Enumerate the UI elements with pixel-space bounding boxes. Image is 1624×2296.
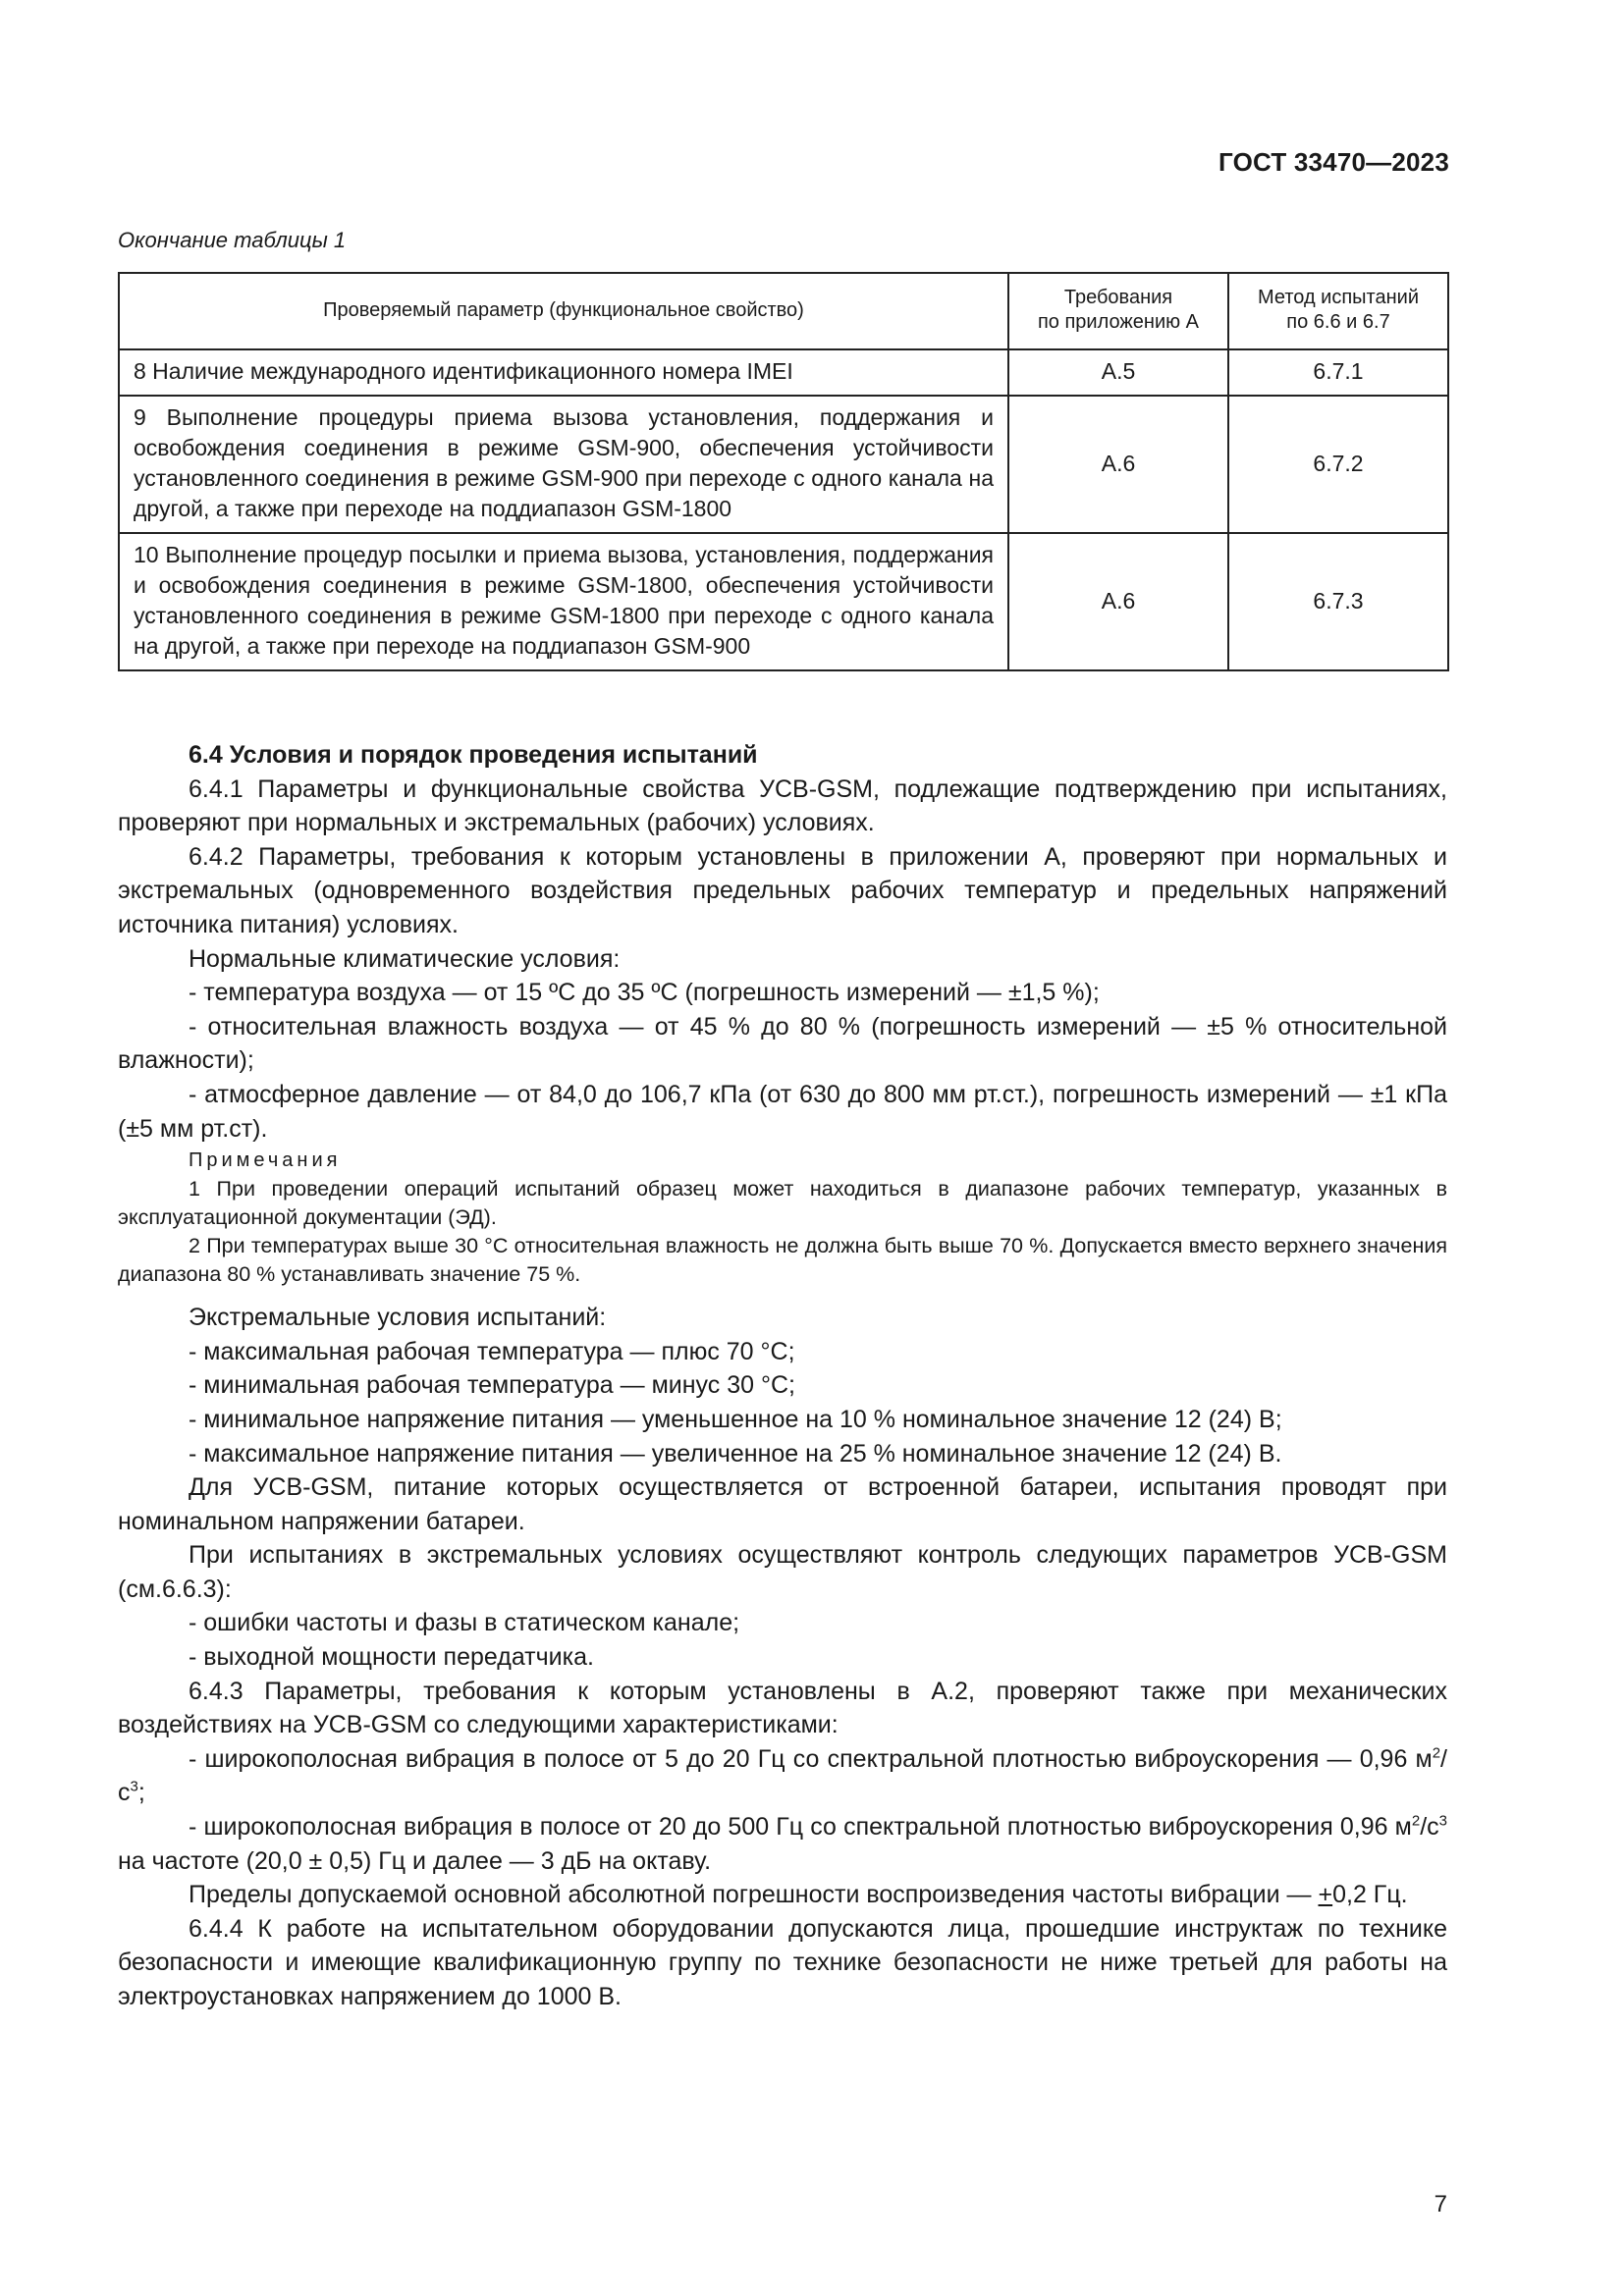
row-requirement: А.6 — [1008, 396, 1228, 533]
page-number: 7 — [1434, 2191, 1447, 2217]
notes-title: Примечания — [189, 1149, 342, 1172]
document-code-header: ГОСТ 33470—2023 — [1218, 147, 1449, 177]
table-caption: Окончание таблицы 1 — [118, 228, 347, 252]
paragraph-6-4-1: 6.4.1 Параметры и функциональные свойства УСВ-GSM, подлежащие подтверждению при испытаниях, проверяют при нормальных и экстремальных (рабочих) условиях. — [118, 774, 1447, 837]
list-item: - ошибки частоты и фазы в статическом канале; — [189, 1609, 740, 1637]
table-row — [119, 396, 1448, 533]
parameters-table — [118, 272, 1449, 671]
vibration-item-2: - широкополосная вибрация в полосе от 20 до 500 Гц со спектральной плотностью виброускорения 0,96 $м^2/с^3$ на частоте (20,0 ± 0,5) Гц и далее — 3 дБ на октаву. — [118, 1812, 1447, 1875]
list-item: - относительная влажность воздуха — от 45 % до 80 % (погрешность измерений — ±5 % относительной влажности); — [118, 1012, 1447, 1075]
list-item: - выходной мощности передатчика. — [189, 1643, 594, 1672]
row-param: 10 Выполнение процедур посылки и приема вызова, установления, поддержания и освобождения соединения в режиме GSM-1800, обеспечения устойчивости установленного соединения в режиме GSM-1800 при переходе с одного канала на другой, а также при переходе на поддиапазон GSM-900 — [119, 533, 1008, 670]
vibration-item-1: - широкополосная вибрация в полосе от 5 до 20 Гц со спектральной плотностью виброускорения — 0,96 $м^2/с^3$; — [118, 1744, 1447, 1807]
list-item: - температура воздуха — от 15 ºС до 35 ºС (погрешность измерений — ±1,5 %); — [189, 979, 1100, 1007]
row-param: 9 Выполнение процедуры приема вызова установления, поддержания и освобождения соединения в режиме GSM-900, обеспечения устойчивости установленного соединения в режиме GSM-900 при переходе с одного канала на другой, а также при переходе на поддиапазон GSM-1800 — [119, 396, 1008, 533]
list-item: - минимальное напряжение питания — уменьшенное на 10 % номинальное значение 12 (24) В; — [189, 1405, 1282, 1433]
paragraph-6-4-2: 6.4.2 Параметры, требования к которым установлены в приложении А, проверяют при нормальных и экстремальных (одновременного воздействия предельных рабочих температур и предельных напряжений источника питания) условиях. — [118, 842, 1447, 938]
table-header-row — [119, 273, 1448, 349]
paragraph-6-4-4: 6.4.4 К работе на испытательном оборудовании допускаются лица, прошедшие инструктаж по технике безопасности и имеющие квалификационную группу по технике безопасности не ниже третьей для работы на электроустановках напряжением до 1000 В. — [118, 1914, 1447, 2010]
header-test-method: Метод испытаний по 6.6 и 6.7 — [1228, 273, 1448, 349]
vibration-limits-paragraph: Пределы допускаемой основной абсолютной погрешности воспроизведения частоты вибрации — +0,2 Гц. — [189, 1881, 1408, 1909]
table-row — [119, 533, 1448, 670]
row-method: 6.7.3 — [1228, 533, 1448, 670]
row-param: 8 Наличие международного идентификационного номера IMEI — [119, 349, 1008, 396]
extreme-conditions-title: Экстремальные условия испытаний: — [189, 1304, 607, 1332]
note-item: 1 При проведении операций испытаний образец может находиться в диапазоне рабочих температур, указанных в эксплуатационной документации (ЭД). — [118, 1177, 1447, 1230]
battery-paragraph: Для УСВ-GSM, питание которых осуществляется от встроенной батареи, испытания проводят при номинальном напряжении батареи. — [118, 1473, 1447, 1535]
section-title: 6.4 Условия и порядок проведения испытаний — [189, 741, 758, 769]
list-item: - максимальная рабочая температура — плюс 70 °С; — [189, 1337, 795, 1365]
header-param: Проверяемый параметр (функциональное свойство) — [119, 273, 1008, 349]
note-item: 2 При температурах выше 30 °С относительная влажность не должна быть выше 70 %. Допускается вместо верхнего значения диапазона 80 % устанавливать значение 75 %. — [118, 1234, 1447, 1287]
normal-conditions-title: Нормальные климатические условия: — [189, 944, 621, 973]
row-requirement: А.5 — [1008, 349, 1228, 396]
list-item: - атмосферное давление — от 84,0 до 106,7 кПа (от 630 до 800 мм рт.ст.), погрешность измерений — ±1 кПа (±5 мм рт.ст). — [118, 1080, 1447, 1143]
row-method: 6.7.2 — [1228, 396, 1448, 533]
list-item: - минимальная рабочая температура — минус 30 °С; — [189, 1371, 795, 1400]
list-item: - максимальное напряжение питания — увеличенное на 25 % номинальное значение 12 (24) В. — [189, 1439, 1282, 1468]
row-requirement: А.6 — [1008, 533, 1228, 670]
table-row — [119, 349, 1448, 396]
extreme-control-paragraph: При испытаниях в экстремальных условиях осуществляют контроль следующих параметров УСВ-GSM (см.6.6.3): — [118, 1541, 1447, 1603]
paragraph-6-4-3: 6.4.3 Параметры, требования к которым установлены в А.2, проверяют также при механических воздействиях на УСВ-GSM со следующими характеристиками: — [118, 1677, 1447, 1739]
header-requirements: Требования по приложению А — [1008, 273, 1228, 349]
row-method: 6.7.1 — [1228, 349, 1448, 396]
section-body — [118, 738, 1447, 2014]
